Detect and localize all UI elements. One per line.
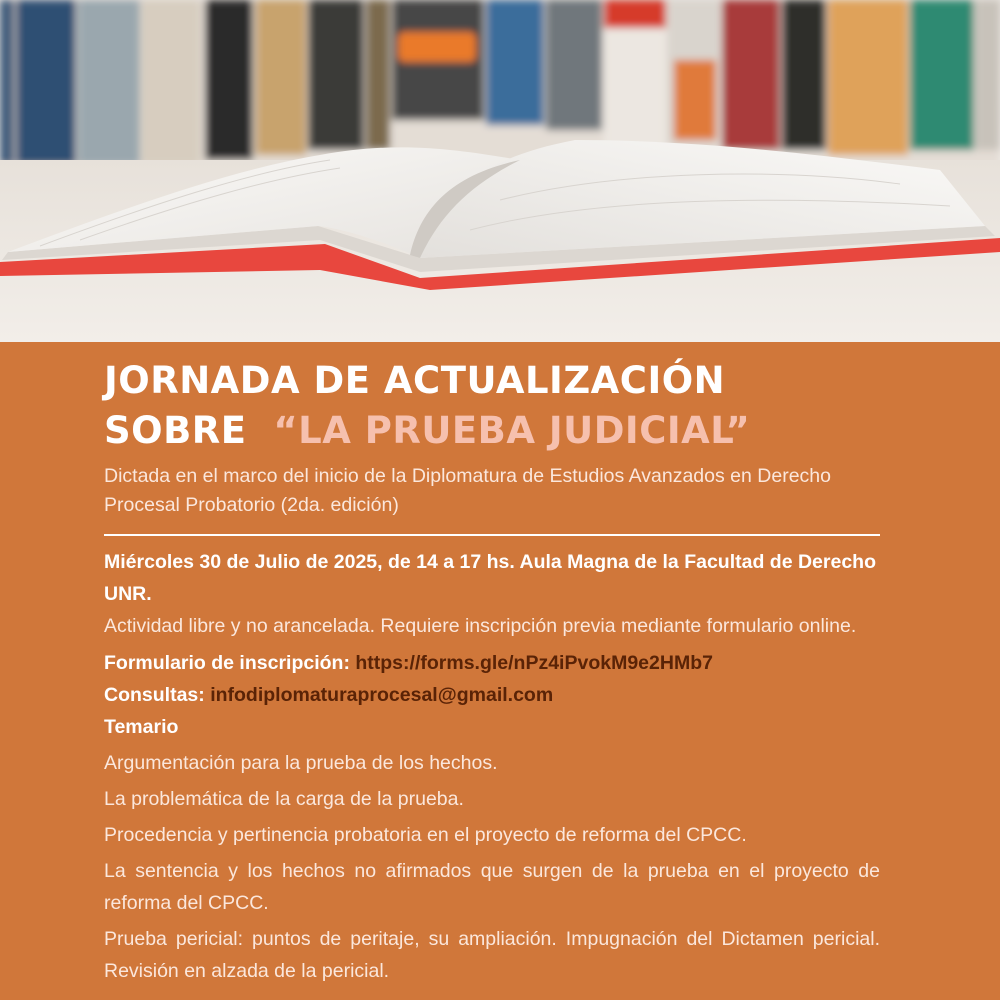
temario-heading: Temario: [104, 716, 179, 738]
contact-line: [104, 679, 880, 711]
event-subtitle: Dictada en el marco del inicio de la Diplomatura de Estudios Avanzados en Derecho Procesal Probatorio (2da. edición): [104, 465, 831, 516]
info-content: [104, 356, 880, 987]
title-line-2-prefix: SOBRE: [104, 409, 247, 452]
temario-item: Procedencia y pertinencia probatoria en el proyecto de reforma del CPCC.: [104, 824, 747, 846]
event-note: Actividad libre y no arancelada. Requiere inscripción previa mediante formulario online.: [104, 615, 857, 637]
registration-line: [104, 647, 880, 679]
temario-item: La sentencia y los hechos no afirmados que surgen de la prueba en el proyecto de reforma del CPCC.: [104, 860, 880, 914]
title-line-2-accent: “LA PRUEBA JUDICIAL”: [273, 409, 751, 452]
temario-item: La problemática de la carga de la prueba.: [104, 788, 464, 810]
info-panel: [0, 342, 1000, 1000]
header-photo: [0, 0, 1000, 342]
bookshelf-background: [0, 0, 1000, 175]
open-book-image: [0, 0, 1000, 342]
registration-label: Formulario de inscripción:: [104, 652, 350, 674]
contact-label: Consultas:: [104, 684, 205, 706]
temario-item: Prueba pericial: puntos de peritaje, su ampliación. Impugnación del Dictamen pericial. Revisión en alzada de la pericial.: [104, 928, 880, 982]
registration-link[interactable]: https://forms.gle/nPz4iPvokM9e2HMb7: [355, 652, 713, 674]
event-title: [104, 356, 880, 456]
contact-email-link[interactable]: infodiplomaturaprocesal@gmail.com: [210, 684, 554, 706]
title-line-1: JORNADA DE ACTUALIZACIÓN: [104, 359, 726, 402]
temario-item: Argumentación para la prueba de los hechos.: [104, 752, 498, 774]
divider: [104, 534, 880, 536]
event-body: [104, 546, 880, 987]
event-details: Miércoles 30 de Julio de 2025, de 14 a 17 hs. Aula Magna de la Facultad de Derecho UNR.: [104, 551, 876, 605]
